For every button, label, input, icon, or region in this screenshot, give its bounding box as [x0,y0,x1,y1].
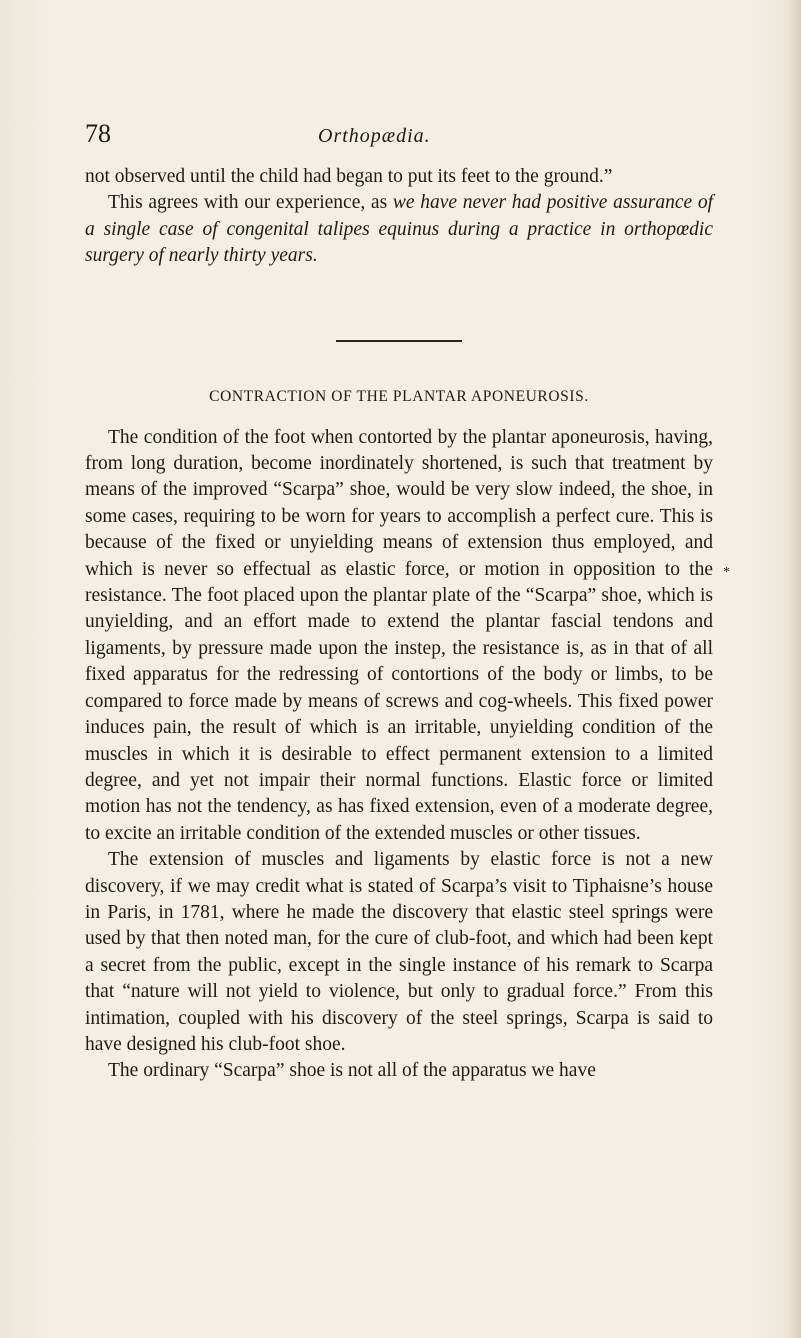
running-title: Orthopædia. [318,125,431,147]
body-paragraph: The ordinary “Scarpa” shoe is not all of the apparatus we have [108,1060,596,1082]
intro-continuation: not observed until the child had began to put its feet to the ground.” [85,166,613,187]
page-edge-shadow [787,0,801,1338]
page-number: 78 [85,119,111,148]
intro-paragraph [85,190,713,269]
page-body [85,164,713,1085]
section-heading: CONTRACTION OF THE PLANTAR APONEUROSIS. [209,387,589,405]
page-header [85,118,725,158]
section-divider [336,340,462,342]
body-paragraph: The condition of the foot when contorted by the plantar aponeurosis, having, from long duration, become inordinately shortened, is such that treatment by means of the improved “Scarpa” shoe, would be very slow indeed, the shoe, in some cases, requiring to be worn for years to accomplish a perfect cure. This is because of the fixed or unyielding means of extension thus employed, and which is never so effectual as elastic force, or motion in opposition to the resistance. The foot placed upon the plantar plate of the “Scarpa” shoe, which is unyielding, and an effort made to extend the plantar fascial tendons and ligaments, by pressure made upon the instep, the resistance is, as in that of all fixed apparatus for the redressing of contortions of the body or limbs, to be compared to force made by means of screws and cog-wheels. This fixed power induces pain, the result of which is an irritable, unyielding condition of the muscles in which it is desirable to effect permanent extension to a limited degree, and yet not impair their normal functions. Elastic force or limited motion has not the tendency, as has fixed extension, even of a moderate degree, to excite an irritable condition of the extended muscles or other tissues. [85,426,713,844]
margin-mark: * [723,565,730,580]
body-paragraph: The extension of muscles and ligaments by elastic force is not a new discovery, if we may credit what is stated of Scarpa’s visit to Tiphaisne’s house in Paris, in 1781, where he made the discovery that elastic steel springs were used by that then noted man, for the cure of club-foot, and which had been kept a secret from the public, except in the single instance of his remark to Scarpa that “nature will not yield to violence, but only to gradual force.” From this intimation, coupled with his discovery of the steel springs, Scarpa is said to have designed his club-foot shoe. [85,849,713,1055]
intro-paragraph-italic: we have never had positive assurance of a single case of congenital talipes equinus during a practice in orthopœdic surgery of nearly thirty years. [85,192,714,267]
intro-paragraph-text: This agrees with our experience, as [108,192,393,214]
